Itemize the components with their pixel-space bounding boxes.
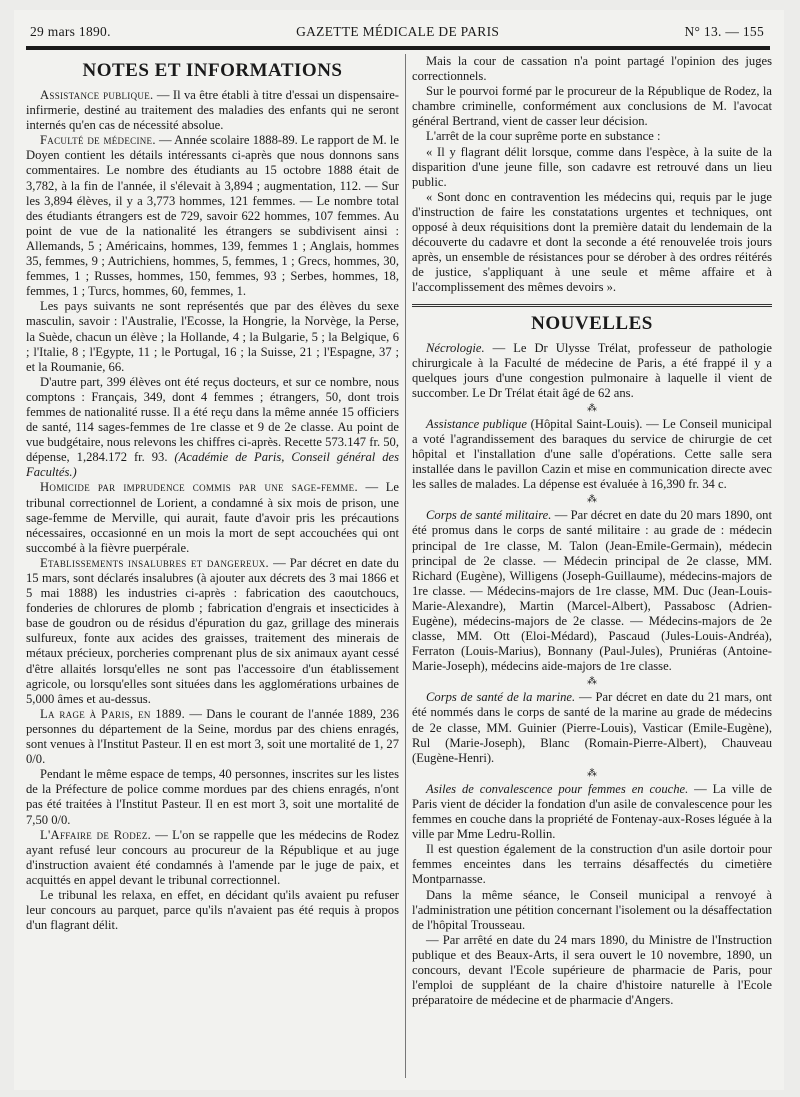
lead-rage: La rage à Paris, en 1889. bbox=[40, 706, 186, 721]
section-title-notes: NOTES ET INFORMATIONS bbox=[82, 60, 343, 81]
para-autre-part bbox=[26, 375, 399, 481]
asterism-1: ⁂ bbox=[587, 402, 597, 414]
lead-corps-marine: Corps de santé de la marine. bbox=[426, 690, 576, 705]
newspaper-page bbox=[14, 10, 784, 1090]
para-rage bbox=[26, 707, 399, 767]
header-page-number: N° 13. — 155 bbox=[684, 24, 764, 39]
para-quote-2: « Sont donc en contravention les médecins qui, requis par le juge d'instruction de faire les constatations urgentes et techniques, ont opposé à deux réquisitions dont la première datait du lendemain de la découverte du cadavre et dont la seconde a été renouvelée trois jours après, un ensemble de résistances pour se dérober à des ordres réitérés de justice, s'appliquant à une seule et même affaire et à l'accomplissement des mêmes devoirs ». bbox=[412, 189, 772, 295]
asterism-4: ⁂ bbox=[587, 767, 597, 779]
lead-assistance-publique: Assistance publique bbox=[426, 416, 527, 431]
text-homicide: — Le tribunal correctionnel de Lorient, a condamné à six mois de prison, une sage-femme de Merville, qui aurait, faute d'avoir pris les précautions nécessaires, occasionné en un mois la mort de sept accouchées qui ont succombé à la fièvre puerpérale. bbox=[26, 480, 399, 555]
para-pays: Les pays suivants ne sont représentés que par des élèves du sexe masculin, savoir : l'Australie, l'Ecosse, la Hongrie, la Norvège, la Perse, la Suède, chacun un élève ; la Hollande, 4 ; la Bulgarie, 5 ; la Belgique, 6 ; l'Italie, 8 ; l'Egypte, 11 ; le Portugal, 16 ; la Suisse, 21 ; l'Espagne, 37 ; et la Roumanie, 66. bbox=[26, 299, 399, 374]
asterism-2: ⁂ bbox=[587, 494, 597, 506]
para-necrologie bbox=[412, 341, 772, 401]
section-divider bbox=[412, 304, 772, 307]
text-corps-militaire: — Par décret en date du 20 mars 1890, ont été promus dans le corps de santé militaire : au grade de : médecin principal de 1re classe, M. Talon (Jean-Emile-Germain), médecin principal de 2e classe. — Médecin principal de 2e classe, MM. Richard (Eugène), Willigens (Joseph-Guillaume), médecins-majors de 1re classe. — Médecins-majors de 1re classe, MM. Duc (Jean-Louis-Marie-Alexandre), Martin (Marcel-Albert), Passabosc (Adrien-Eugène), médecins-majors de 2e classe. — Médecins-majors de 2e classe, MM. Ott (Eloi-Médard), Pascaud (Jules-Louis-Andréa), Ferraton (Louis-Marius), Bonnany (Paul-Jules), Pruniéras (Antoine-Marie-Joseph), médecins aide-majors de 1re classe. bbox=[412, 508, 772, 674]
page-header bbox=[30, 20, 764, 44]
section-title-nouvelles: NOUVELLES bbox=[531, 312, 653, 334]
right-column bbox=[412, 54, 772, 1080]
lead-rodez: L'Affaire de Rodez. bbox=[40, 827, 152, 842]
text-faculte: — Année scolaire 1888-89. Le rapport de M. le Doyen contient les détails intéressants ci-après que nous donnons sans commentaires. Le nombre des étudiants au 15 octobre 1888 était de 3,782, à la fin de l'année, il s'élevait à 3,894 ; augmentation, 112. — Sur les 3,894 élèves, il y a 3,773 hommes, 121 femmes. — Le nombre total des étudiants étrangers est de 729, savoir 622 hommes, 107 femmes. Au point de vue de la nationalité les étrangers se subdivisent ainsi : Allemands, 5 ; Américains, hommes, 139, femmes 1 ; Anglais, hommes 35, femmes, 9 ; Autrichiens, hommes, 5, femmes, 1 ; Grecs, hommes, 30, femmes, 1 ; Russes, hommes, 150, femmes, 93 ; Serbes, hommes, 18, femmes, 1 ; Turcs, hommes, 60, femmes, 1. bbox=[26, 133, 399, 299]
left-column bbox=[26, 54, 399, 1080]
para-assistance bbox=[26, 88, 399, 133]
para-homicide bbox=[26, 480, 399, 555]
para-quote-1: « Il y flagrant délit lorsque, comme dans l'espèce, à la suite de la disparition d'une jeune fille, son cadavre est retrouvé dans un lieu public. bbox=[412, 144, 772, 189]
para-arret: L'arrêt de la cour suprême porte en substance : bbox=[426, 129, 661, 144]
text-asiles: — La ville de Paris vient de décider la fondation d'un asile de convalescence pour les femmes en couche dans la propriété de Fontenay-aux-Roses léguée à la ville par Mme Ledru-Rollin. bbox=[412, 781, 772, 842]
lead-asiles: Asiles de convalescence pour femmes en couche. bbox=[426, 781, 689, 796]
column-divider bbox=[405, 54, 406, 1078]
para-seance: Dans la même séance, le Conseil municipal a renvoyé à l'administration une pétition concernant l'isolement ou la désaffectation de l'hôpital Trousseau. bbox=[412, 887, 772, 932]
para-corps-militaire bbox=[412, 508, 772, 674]
para-asiles bbox=[412, 782, 772, 842]
para-cassation: Mais la cour de cassation n'a point partagé l'opinion des juges correctionnels. bbox=[412, 54, 772, 84]
source-academie: (Académie de Paris, Conseil général des Facultés.) bbox=[26, 450, 399, 480]
text-autre-part: D'autre part, 399 élèves ont été reçus docteurs, et sur ce nombre, nous comptons : Français, 349, dont 4 femmes ; étrangers, 50, dont trois femmes de nationalité russe. Il a été reçu dans la même année 15 officiers de santé, 114 sages-femmes de 1re classe et 9 de 2e classe. Au point de vue budgétaire, nous relevons les chiffres ci-après. Recette 573.147 fr. 50, dépense, 1,284.172 fr. 93. bbox=[26, 374, 399, 465]
para-assistance-publique bbox=[412, 417, 772, 492]
header-date: 29 mars 1890. bbox=[30, 24, 111, 39]
header-rule bbox=[26, 46, 770, 50]
text-rage: — Dans le courant de l'année 1889, 236 personnes du département de la Seine, mordus par des chiens enragés, sont venues à l'Institut Pasteur. Il en est mort 3, soit une mortalité de 1, 27 0/0. bbox=[26, 706, 399, 767]
header-journal: GAZETTE MÉDICALE DE PARIS bbox=[296, 24, 500, 39]
para-pendant: Pendant le même espace de temps, 40 personnes, inscrites sur les listes de la Préfecture de police comme mordues par des chiens enragés, n'ont pas été traitées à l'Institut Pasteur. Il en est mort 3, soit une mortalité de 7,50 0/0. bbox=[26, 767, 399, 827]
text-etablissements: — Par décret en date du 15 mars, sont déclarés insalubres (à ajouter aux décrets des 3 mai 1866 et 5 mai 1888) les industries ci-après : fabrication des caoutchoucs, fonderies de chlorures de plomb ; fabrication d'engrais et insecticides à base de goudron ou de résidus d'épuration du gaz, grillage des minerais sulfureux, fonte aux acides des graisses, traitement des minerais de métaux précieux, porcheries comprenant plus de six animaux ayant cessé d'être allaités lorsqu'elles ne sont pas l'accessoire d'un établissement agricole, ou lorsqu'elles sont situées dans les agglomérations urbaines de 5,000 âmes et au-dessus. bbox=[26, 555, 399, 706]
para-relaxa: Le tribunal les relaxa, en effet, en décidant qu'ils avaient pu refuser leur concours au parquet, parce qu'ils n'avaient pas été requis à propos d'un flagrant délit. bbox=[26, 887, 399, 933]
lead-faculte: Faculté de médecine. bbox=[40, 133, 156, 148]
lead-assistance: Assistance publique. bbox=[40, 88, 154, 102]
text-assistance: — Il va être établi à titre d'essai un dispensaire-infirmerie, destiné au traitement des maladies des enfants qui ne seront internés qu'en cas de nécessité absolue. bbox=[26, 88, 399, 133]
lead-homicide: Homicide par imprudence commis par une sage-femme. bbox=[40, 480, 358, 495]
text-corps-marine: — Par décret en date du 21 mars, ont été nommés dans le corps de santé de la marine au grade de médecins de 2e classe, MM. Guinier (Pierre-Louis), Vasticar (Emile-Eugène), Rul (Marie-Joseph), Blanc (Romain-Pierre-Albert), Chauveau (Eugène-Henri). bbox=[412, 690, 772, 765]
para-etablissements bbox=[26, 556, 399, 707]
para-arrete: — Par arrêté en date du 24 mars 1890, du Ministre de l'Instruction publique et des Beaux-Arts, il sera ouvert le 10 novembre, 1890, un concours, devant l'Ecole supérieure de pharmacie de Paris, pour l'emploi de suppléant de la chaire d'histoire naturelle à l'Ecole préparatoire de médecine et de pharmacie d'Angers. bbox=[412, 932, 772, 1008]
lead-corps-militaire: Corps de santé militaire. bbox=[426, 508, 552, 523]
text-necrologie: — Le Dr Ulysse Trélat, professeur de pathologie chirurgicale à la Faculté de médecine de Paris, a été frappé il y a quelques jours d'une congestion pulmonaire à laquelle il vient de succomber. Le Dr Trélat était âgé de 62 ans. bbox=[412, 340, 772, 400]
lead-etablissements: Etablissements insalubres et dangereux. bbox=[40, 555, 270, 570]
asterism-3: ⁂ bbox=[587, 676, 597, 688]
para-rodez bbox=[26, 828, 399, 888]
para-faculte bbox=[26, 133, 399, 299]
text-assistance-publique: (Hôpital Saint-Louis). — Le Conseil municipal a voté l'agrandissement des baraques du service de chirurgie de cet hôpital et l'installation d'une salle d'opérations. Cette salle sera installée dans le pavillon Cazin et mise en communication directe avec les salles de malades. La dépense est évaluée à 16,390 fr. 34 c. bbox=[412, 416, 772, 492]
lead-necrologie: Nécrologie. bbox=[426, 340, 485, 355]
text-rodez: — L'on se rappelle que les médecins de Rodez ayant refusé leur concours au procureur de la République et au juge d'instruction avaient été condamnés à l'amende par le juge de paix, et acquittés en appel devant le tribunal correctionnel. bbox=[26, 827, 399, 887]
para-pourvoi: Sur le pourvoi formé par le procureur de la République de Rodez, la chambre criminelle, conformément aux conclusions de M. l'avocat général Bertrand, vient de casser leur décision. bbox=[412, 84, 772, 129]
para-corps-marine bbox=[412, 690, 772, 765]
para-construction: Il est question également de la construction d'un asile dortoir pour femmes enceintes dans les terrains désaffectés du cimetière Montparnasse. bbox=[412, 842, 772, 887]
